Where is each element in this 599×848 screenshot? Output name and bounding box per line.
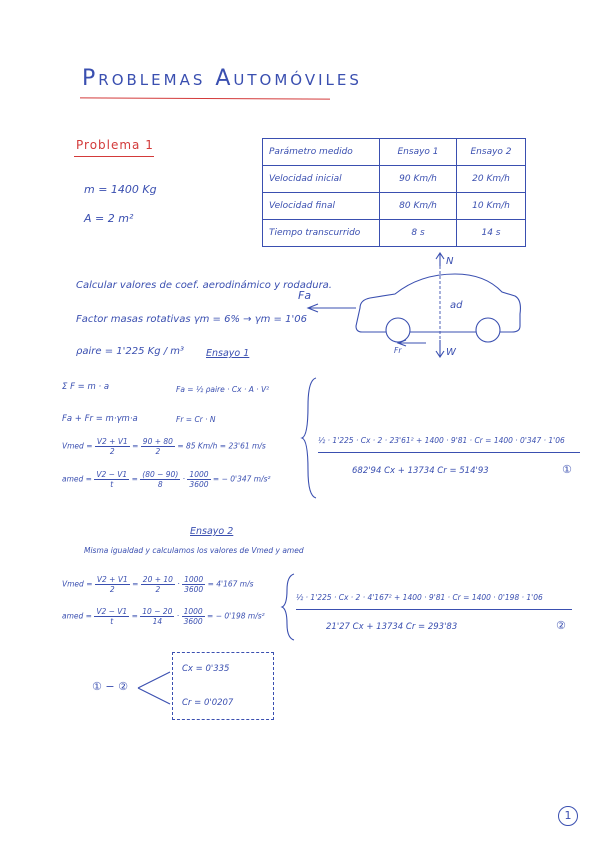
title-underline: [80, 97, 330, 99]
problem-underline: [74, 156, 154, 157]
force-balance: Fa + Fr = m·γm·a: [62, 414, 138, 424]
ensayo1-system-underline: [318, 452, 580, 453]
table-cell: 10 Km/h: [457, 193, 526, 220]
table-cell: Tiempo transcurrido: [263, 220, 380, 247]
ensayo1-result-equation: 682'94 Cx + 13734 Cr = 514'93: [352, 466, 489, 476]
table-cell: 14 s: [457, 220, 526, 247]
table-cell: 80 Km/h: [380, 193, 457, 220]
ensayo2-vmed: Vmed = $\frac{V2 + V1}{2}$ = $\frac{20 + 10}{2}$ · $\frac{1000}{3600}$ = 4'167 m/s: [62, 575, 254, 594]
ensayo2-result-equation: 21'27 Cx + 13734 Cr = 293'83: [326, 622, 458, 632]
ensayo1-vmed: Vmed = $\frac{V2 + V1}{2}$ = $\frac{90 + 80}{2}$ = 85 Km/h = 23'61 m/s: [62, 437, 266, 456]
table-row: [263, 139, 526, 166]
ensayo2-brace-icon: [280, 572, 298, 642]
table-row: [263, 166, 526, 193]
table-header-cell: Parámetro medido: [263, 139, 380, 166]
rolling-force-definition: Fr = Cr · N: [176, 415, 216, 424]
drag-force-definition: Fa = ½ ρaire · Cx · A · V²: [176, 385, 270, 394]
table-cell: 20 Km/h: [457, 166, 526, 193]
car-force-diagram: [290, 252, 530, 364]
page-title: Problemas Automóviles: [82, 66, 362, 91]
problem-statement: Calcular valores de coef. aerodinámico y rodadura.: [76, 280, 332, 291]
page-number: 1: [558, 806, 578, 826]
ensayo2-system-underline: [296, 609, 572, 610]
ensayo1-result-tag: ①: [562, 463, 572, 476]
ensayo2-intro: Misma igualdad y calculamos los valores de Vmed y amed: [84, 546, 304, 555]
table-header-cell: Ensayo 2: [457, 139, 526, 166]
table-row: [263, 220, 526, 247]
rotating-mass-factor: Factor masas rotativas γm = 6% → γm = 1'06: [76, 314, 307, 325]
table-header-cell: Ensayo 1: [380, 139, 457, 166]
sum-forces: Σ F = m · a: [62, 382, 110, 392]
parameters-table: [262, 138, 526, 247]
ensayo2-amed: amed = $\frac{V2 - V1}{t}$ = $\frac{10 - 20}{14}$ · $\frac{1000}{3600}$ = − 0'198 m/s²: [62, 607, 265, 626]
solve-label: ① − ②: [92, 680, 128, 693]
drag-force-label: Fa: [298, 289, 312, 302]
solve-arrows-icon: [136, 668, 172, 708]
weight-label: W: [446, 347, 456, 358]
air-density: ρaire = 1'225 Kg / m³: [76, 346, 185, 357]
table-cell: Velocidad inicial: [263, 166, 380, 193]
results-box: [172, 652, 274, 720]
ensayo1-system-equation: ½ · 1'225 · Cx · 2 · 23'61² + 1400 · 9'81 · Cr = 1400 · 0'347 · 1'06: [318, 436, 565, 445]
table-cell: Velocidad final: [263, 193, 380, 220]
problem-label: Problema 1: [76, 138, 154, 152]
normal-force-label: N: [446, 256, 454, 267]
table-cell: 90 Km/h: [380, 166, 457, 193]
ad-label: ad: [450, 300, 463, 311]
ensayo1-brace-icon: [300, 376, 320, 500]
given-mass: m = 1400 Kg: [84, 183, 157, 196]
ensayo2-result-tag: ②: [556, 619, 566, 632]
given-area: A = 2 m²: [84, 212, 134, 225]
table-row: [263, 193, 526, 220]
table-cell: 8 s: [380, 220, 457, 247]
ensayo1-amed: amed = $\frac{V2 - V1}{t}$ = $\frac{(80 - 90)}{8}$ · $\frac{1000}{3600}$ = − 0'347 m/s²: [62, 470, 271, 489]
ensayo2-heading: Ensayo 2: [190, 526, 234, 537]
rear-wheel-icon: [476, 318, 500, 342]
cx-result: Cx = 0'335: [182, 664, 230, 674]
ensayo1-heading: Ensayo 1: [206, 348, 250, 359]
front-wheel-icon: [386, 318, 410, 342]
ensayo2-system-equation: ½ · 1'225 · Cx · 2 · 4'167² + 1400 · 9'81 · Cr = 1400 · 0'198 · 1'06: [296, 593, 543, 602]
cr-result: Cr = 0'0207: [182, 698, 234, 708]
rolling-force-label: Fr: [394, 346, 402, 355]
